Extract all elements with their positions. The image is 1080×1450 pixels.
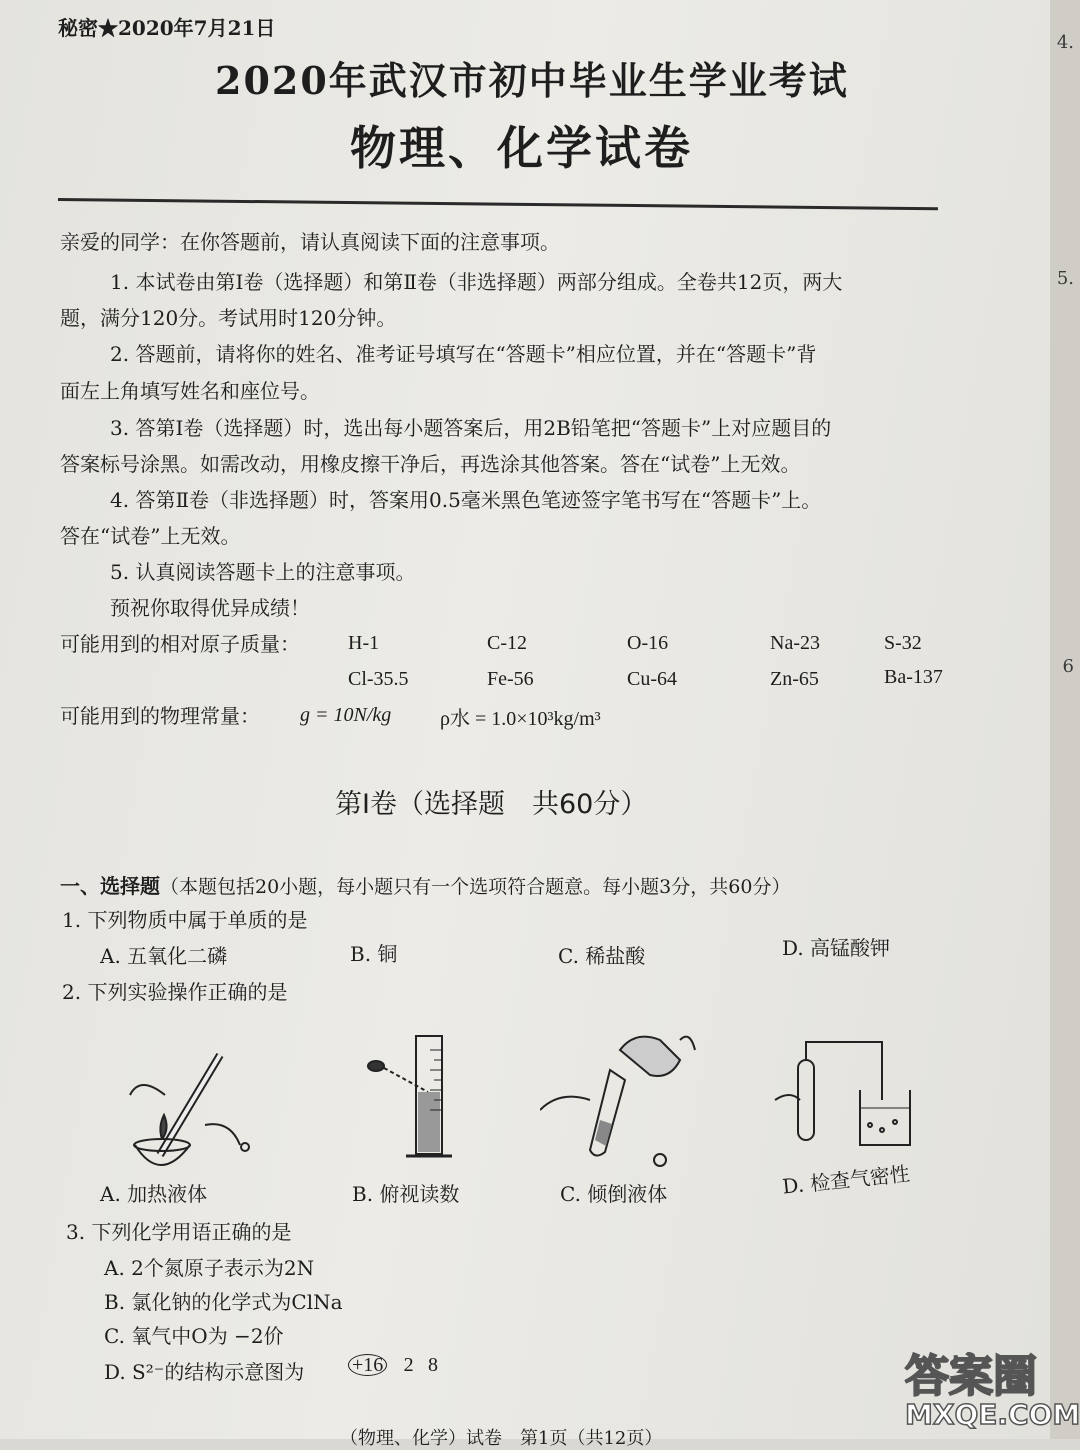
question-option: D. S²⁻的结构示意图为 xyxy=(104,1360,305,1384)
question-option: D. 高锰酸钾 xyxy=(782,936,891,960)
figure-airtightness-check xyxy=(770,1030,920,1160)
confidential-date: 秘密★2020年7月21日 xyxy=(58,16,276,40)
atomic-mass-item: Cu-64 xyxy=(627,668,677,690)
atomic-mass-item: C-12 xyxy=(487,632,527,654)
section-title: 第Ⅰ卷（选择题 共60分） xyxy=(335,789,648,820)
question-stem: 1. 下列物质中属于单质的是 xyxy=(62,908,308,932)
atomic-mass-item: Ba-137 xyxy=(884,666,943,688)
nucleus-charge: +16 xyxy=(348,1354,387,1376)
question-stem: 2. 下列实验操作正确的是 xyxy=(62,980,288,1004)
question-option: B. 氯化钠的化学式为ClNa xyxy=(104,1290,343,1314)
question-option: D. 检查气密性 xyxy=(781,1161,911,1199)
notice-line: 答案标号涂黑。如需改动，用橡皮擦干净后，再选涂其他答案。答在“试卷”上无效。 xyxy=(60,452,801,476)
atomic-mass-item: Zn-65 xyxy=(770,668,819,690)
atomic-mass-item: Na-23 xyxy=(770,632,820,654)
atomic-mass-item: S-32 xyxy=(884,632,922,654)
atomic-mass-label: 可能用到的相对原子质量： xyxy=(60,632,300,656)
question-option: C. 氧气中O为 −2价 xyxy=(104,1324,284,1348)
page-footer: （物理、化学）试卷 第1页（共12页） xyxy=(340,1428,663,1449)
atomic-structure-diagram xyxy=(348,1354,438,1376)
figure-pouring-liquid xyxy=(540,1020,700,1170)
edge-number: 4. xyxy=(1056,32,1074,53)
shell-electrons: 8 xyxy=(428,1354,438,1376)
question-stem: 3. 下列化学用语正确的是 xyxy=(66,1220,292,1244)
notice-line: 答在“试卷”上无效。 xyxy=(60,524,241,548)
edge-number: 5. xyxy=(1056,268,1074,289)
question-option: A. 2个氮原子表示为2N xyxy=(104,1256,315,1280)
notice-line: 预祝你取得优异成绩！ xyxy=(110,596,310,620)
part-description: （本题包括20小题，每小题只有一个选项符合题意。每小题3分，共60分） xyxy=(160,876,791,898)
part-label: 一、选择题 xyxy=(60,874,160,898)
question-option: C. 倾倒液体 xyxy=(560,1182,668,1206)
notice-line: 1. 本试卷由第Ⅰ卷（选择题）和第Ⅱ卷（非选择题）两部分组成。全卷共12页，两大 xyxy=(110,270,843,294)
edge-number: 6 xyxy=(1062,656,1074,677)
pouring-liquid-illustration xyxy=(540,1020,700,1170)
graduated-cylinder-illustration xyxy=(360,1030,470,1170)
atomic-mass-item: Cl-35.5 xyxy=(348,668,409,690)
question-option: C. 稀盐酸 xyxy=(558,944,646,968)
exam-title: 2020年武汉市初中毕业生学业考试 xyxy=(215,58,849,103)
question-option: A. 加热液体 xyxy=(100,1182,208,1206)
watermark-logo: 答案圈 xyxy=(905,1351,1037,1402)
figure-reading-cylinder xyxy=(360,1030,470,1170)
airtightness-check-illustration xyxy=(770,1030,920,1160)
notice-line: 题，满分120分。考试用时120分钟。 xyxy=(60,306,397,330)
notice-line: 3. 答第Ⅰ卷（选择题）时，选出每小题答案后，用2B铅笔把“答题卡”上对应题目的 xyxy=(110,416,832,440)
question-option: A. 五氧化二磷 xyxy=(100,944,228,968)
constants-label: 可能用到的物理常量： xyxy=(60,704,260,728)
notice-intro: 亲爱的同学：在你答题前，请认真阅读下面的注意事项。 xyxy=(60,230,560,254)
atomic-mass-item: H-1 xyxy=(348,632,380,654)
shell-electrons: 2 xyxy=(403,1354,414,1376)
notice-line: 面左上角填写姓名和座位号。 xyxy=(60,379,320,403)
atomic-mass-item: O-16 xyxy=(627,632,669,654)
notice-line: 5. 认真阅读答题卡上的注意事项。 xyxy=(110,560,416,584)
question-option: B. 俯视读数 xyxy=(352,1182,460,1206)
exam-subtitle: 物理、化学试卷 xyxy=(350,121,693,175)
watermark-site: MXQE.COM xyxy=(905,1398,1080,1431)
constant-rho: ρ水 = 1.0×10³kg/m³ xyxy=(440,708,601,730)
next-page-edge xyxy=(1050,0,1080,1439)
heating-liquid-illustration xyxy=(120,1035,260,1185)
figure-heating-liquid xyxy=(120,1035,260,1185)
question-option: B. 铜 xyxy=(350,942,398,966)
notice-line: 4. 答第Ⅱ卷（非选择题）时，答案用0.5毫米黑色笔迹签字笔书写在“答题卡”上。 xyxy=(110,488,822,512)
notice-line: 2. 答题前，请将你的姓名、准考证号填写在“答题卡”相应位置，并在“答题卡”背 xyxy=(110,342,817,366)
atomic-mass-item: Fe-56 xyxy=(487,668,534,690)
constant-g: g = 10N/kg xyxy=(300,704,392,726)
